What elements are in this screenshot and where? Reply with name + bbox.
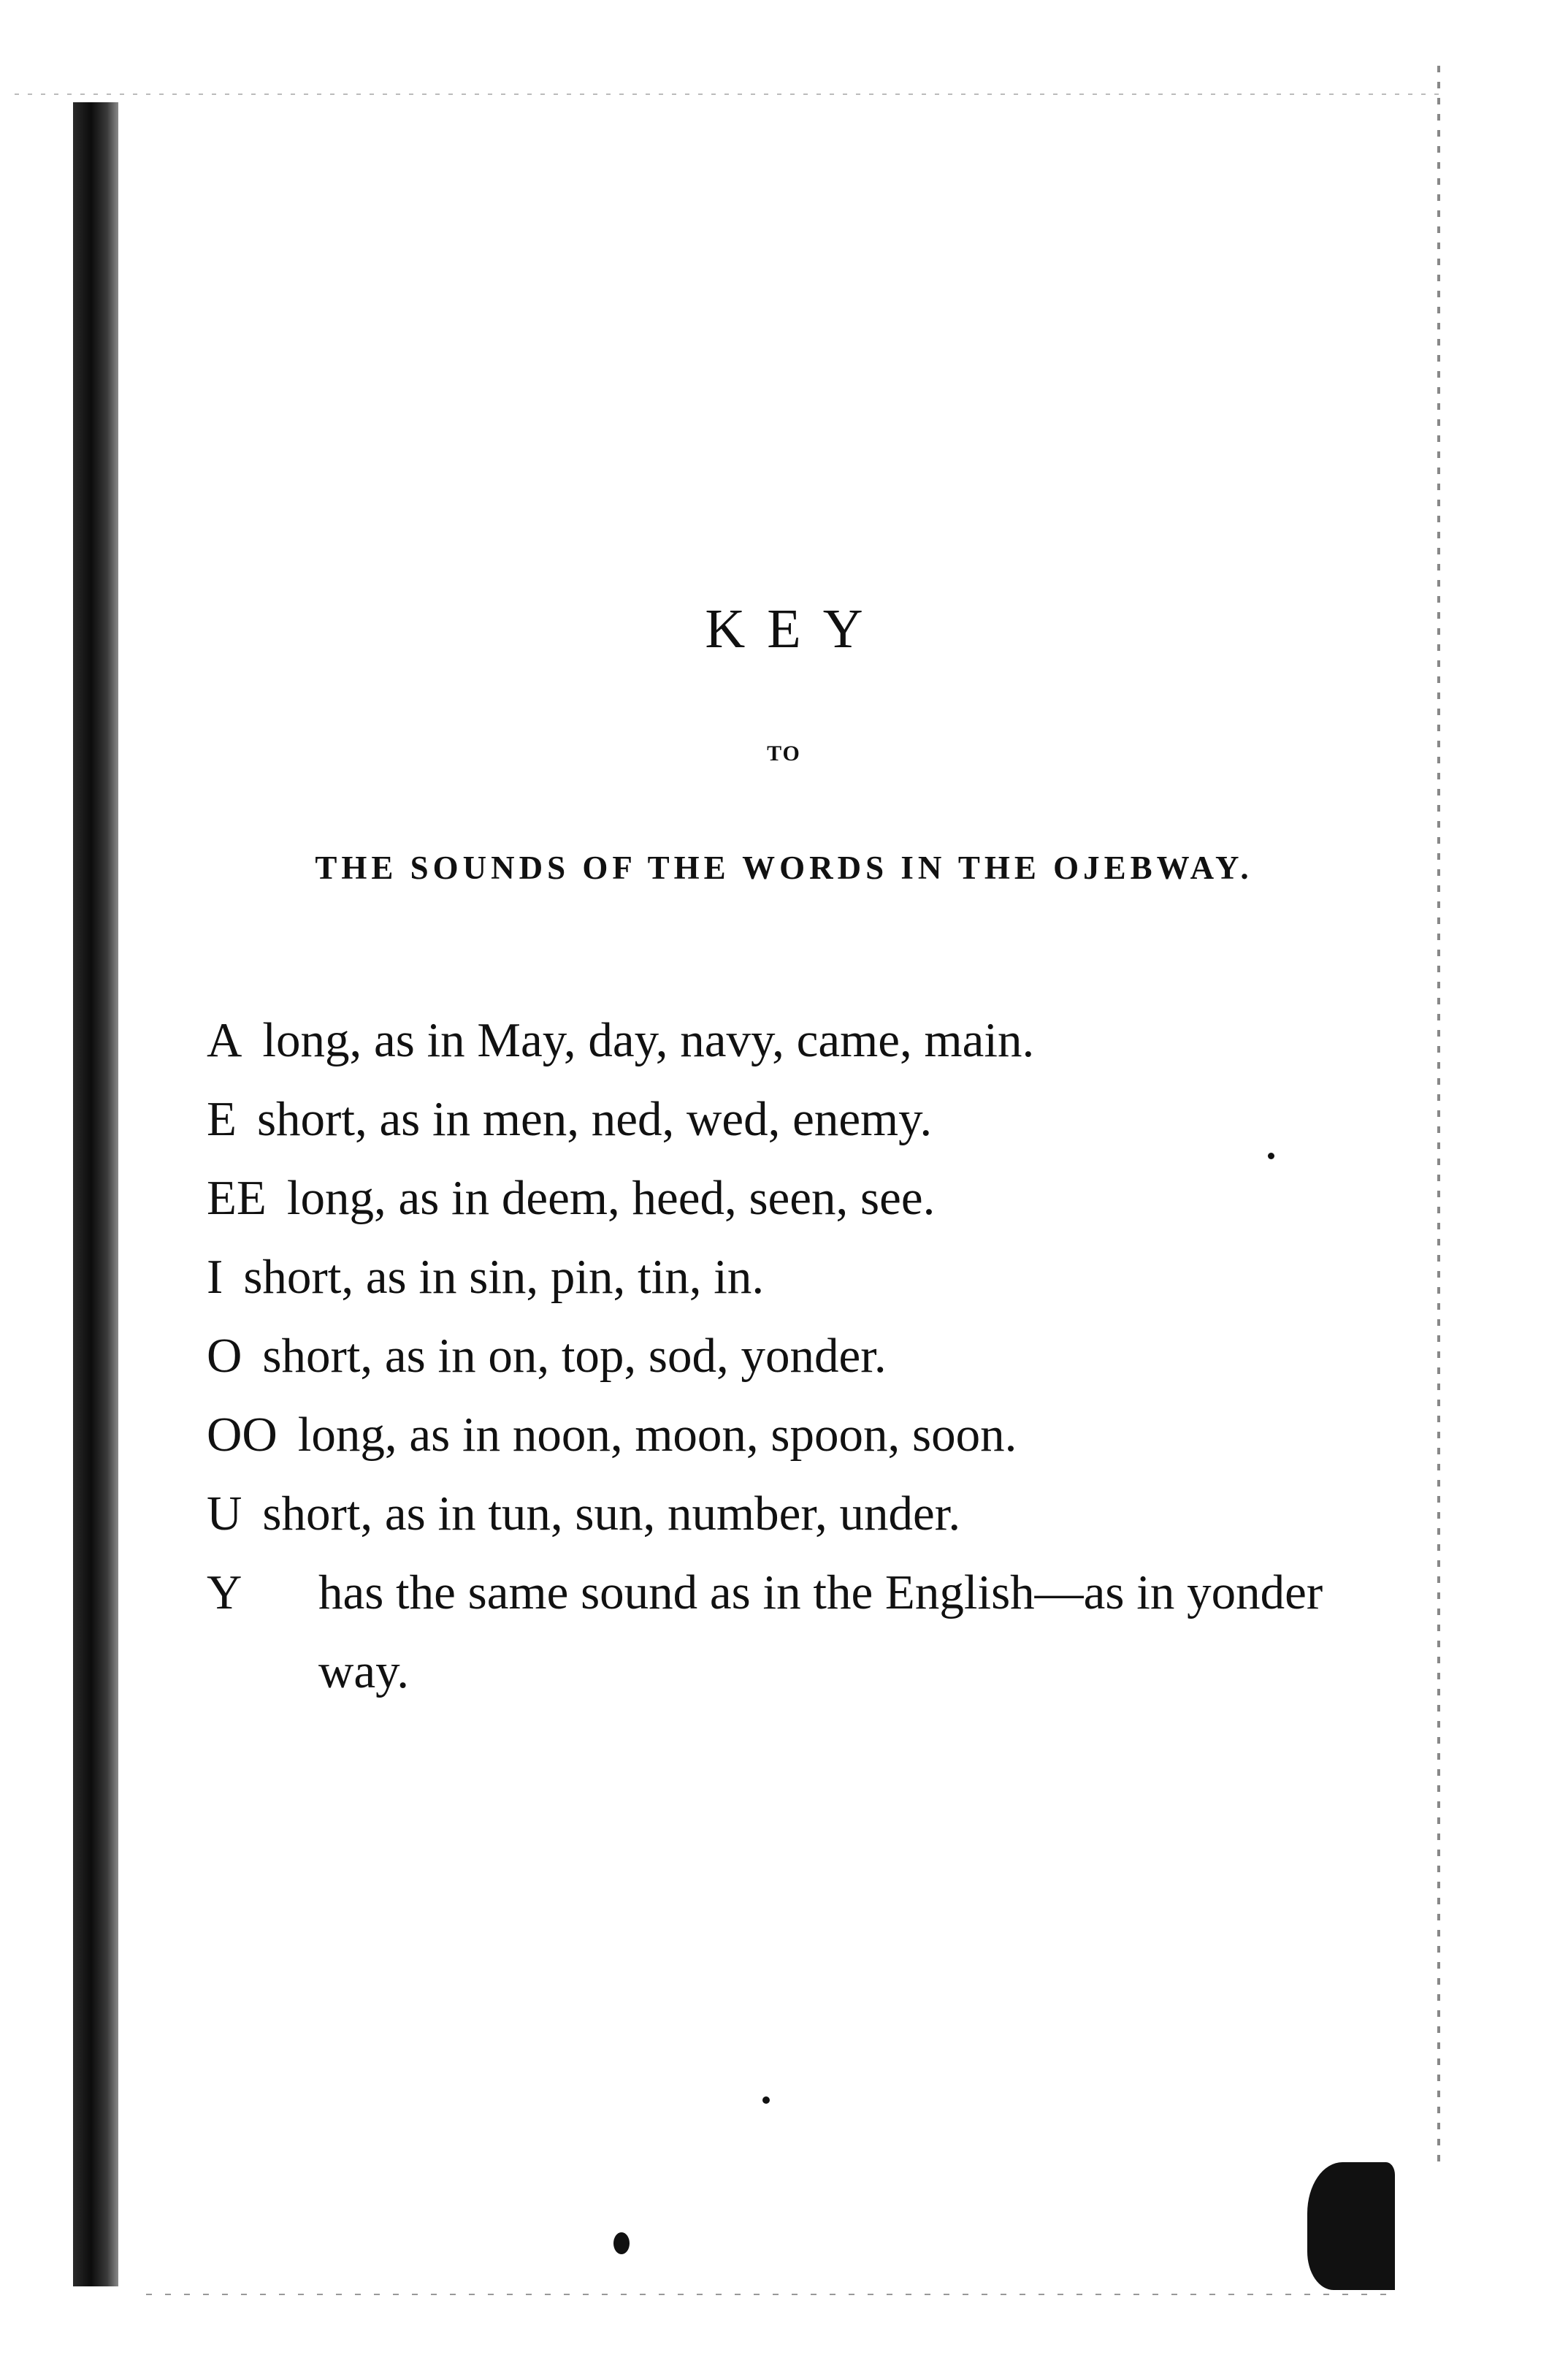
entry-letter: A: [207, 1013, 242, 1067]
entry-text: short, as in sin, pin, tin, in.: [243, 1250, 765, 1304]
page-title: KEY: [705, 598, 885, 660]
entry-letter: U: [207, 1487, 242, 1541]
entry-text: long, as in deem, heed, seen, see.: [286, 1171, 936, 1225]
entry-text: long, as in May, day, navy, came, main.: [262, 1013, 1035, 1067]
entry-letter: OO: [207, 1408, 278, 1462]
key-entry-e: [207, 1080, 1346, 1159]
page-bottom-edge: [146, 2294, 1388, 2295]
pronunciation-key-list: [207, 1001, 1346, 1711]
entry-text: short, as in tun, sun, number, under.: [262, 1487, 961, 1541]
page-subtitle: THE SOUNDS OF THE WORDS IN THE OJEBWAY.: [315, 850, 1253, 886]
key-entry-o: [207, 1316, 1346, 1395]
key-entry-y: [207, 1553, 1346, 1711]
corner-ink-stain: [1307, 2162, 1395, 2290]
page-right-edge: [1437, 66, 1440, 2162]
entry-text: short, as in men, ned, wed, enemy.: [256, 1092, 933, 1146]
ink-speck: [762, 2096, 770, 2104]
key-entry-i: [207, 1237, 1346, 1316]
entry-letter: EE: [207, 1171, 267, 1225]
entry-letter: E: [207, 1092, 237, 1146]
entry-letter: I: [207, 1250, 223, 1304]
key-entry-u: [207, 1474, 1346, 1553]
entry-text: long, as in noon, moon, spoon, soon.: [297, 1408, 1017, 1462]
binding-shadow: [73, 102, 118, 2286]
entry-text: has the same sound as in the English—as in yonder way.: [318, 1565, 1323, 1698]
entry-letter: Y: [207, 1565, 242, 1619]
entry-letter: O: [207, 1329, 242, 1383]
title-connector: TO: [767, 741, 801, 766]
key-entry-oo: [207, 1395, 1346, 1474]
ink-spot: [613, 2232, 630, 2254]
key-entry-a: [207, 1001, 1346, 1080]
key-entry-ee: [207, 1159, 1346, 1237]
entry-text: short, as in on, top, sod, yonder.: [262, 1329, 887, 1383]
page-top-edge: [15, 94, 1439, 95]
